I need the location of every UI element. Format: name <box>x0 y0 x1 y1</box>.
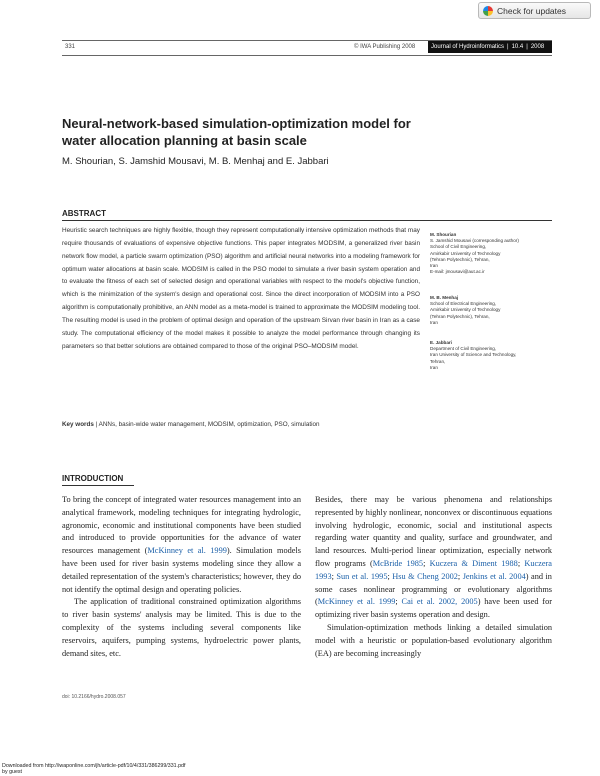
text-run: ) have been used for optimizing river basin systems operation and design. <box>315 597 552 620</box>
check-for-updates-label: Check for updates <box>497 5 566 16</box>
affiliation-line: School of Civil Engineering, <box>430 244 487 250</box>
affiliation-line: Iran <box>430 364 438 370</box>
affiliation-line: School of Electrical Engineering, <box>430 301 497 307</box>
citation-link[interactable]: McKinney et al. 1999 <box>317 597 396 607</box>
affiliation-line: (Tehran Polytechnic), Tehran, <box>430 256 490 262</box>
text-run: ). Simulation models have been used for river basin systems modeling since they allow a detailed representation of the system's characteristics; however, they do not identify the optimal design and operating policies. <box>62 546 301 594</box>
text-run: ; <box>395 597 402 607</box>
check-for-updates-button[interactable] <box>478 2 591 19</box>
intro-paragraph <box>62 494 301 596</box>
intro-paragraph: Simulation-optimization methods linking a detailed simulation model with a heuristic or population-based evolutionary algorithm (EA) are becoming increasingly <box>315 622 552 658</box>
citation-link[interactable]: McKinney et al. 1999 <box>147 546 227 556</box>
citation-link[interactable]: Kuczera & Diment 1988 <box>429 558 518 568</box>
citation-link[interactable]: Sun et al. 1995 <box>336 571 388 581</box>
affiliation-name: M. Shourian <box>430 232 457 237</box>
keywords: Key words | ANNs, basin-wide water management, MODSIM, optimization, PSO, simulation <box>62 421 320 428</box>
affiliation-line: Amirkabir University of Technology <box>430 250 501 256</box>
text-run: ; <box>423 558 430 568</box>
introduction-heading: INTRODUCTION <box>62 474 124 483</box>
download-source: Downloaded from http://iwaponline.com/jh/article-pdf/10/4/331/386299/331.pdf <box>2 763 186 769</box>
keywords-list: ANNs, basin-wide water management, MODSIM, optimization, PSO, simulation <box>98 421 320 428</box>
citation-link[interactable]: Hsu & Cheng 2002 <box>392 571 458 581</box>
text-run: ; <box>387 571 393 581</box>
abstract-rule <box>62 220 552 221</box>
introduction-rule <box>62 485 134 486</box>
article-title: Neural-network-based simulation-optimization model for water allocation planning at basin scale <box>62 116 411 148</box>
text-run: ) and in some cases nonlinear programming or evolutionary algorithms ( <box>315 571 552 607</box>
journal-name: Journal of Hydroinformatics <box>431 44 505 50</box>
affiliation-line: Department of Civil Engineering, <box>430 346 497 352</box>
abstract-text: Heuristic search techniques are highly flexible, though they represent computationally intensive optimization methods that may require thousands of evaluations of expensive objective functions. This paper integrates MODSIM, a generalized river basin network flow model, a particle swarm optimization (PSO) algorithm and artificial neural networks into a modeling framework for optimum water allocations at basin scale. MODSIM is called in the PSO model to simulate a river basin system operation and to evaluate the fitness of each set of selected design and operational variables with respect to the model's objective function, which is the minimization of the system's design and operational cost. Since the direct incorporation of MODSIM into a PSO algorithm is computationally prohibitive, an ANN model as a meta-model is trained to approximate the MODSIM modeling tool. The resulting model is used in the problem of optimal design and operation of the upstream Sirvan river basin in Iran as a case study. The computational efficiency of the model makes it possible to analyze the model performance through changing its parameters so that better solutions are obtained compared to those of the original PSO–MODSIM model. <box>62 227 420 350</box>
citation-link[interactable]: Cai et al. 2002, 2005 <box>401 597 478 607</box>
citation-link[interactable]: McBride 1985 <box>372 558 424 568</box>
affiliation-name: M. B. Menhaj <box>430 295 459 300</box>
header-rule-bottom <box>62 55 552 56</box>
affiliation-line: Iran <box>430 319 438 325</box>
intro-left-column <box>62 494 301 660</box>
affiliation-line: (Tehran Polytechnic), Tehran, <box>430 313 490 319</box>
citation-link[interactable]: Jenkins et al. 2004 <box>462 571 526 581</box>
page-number: 331 <box>65 44 76 50</box>
text-run: ; <box>331 571 337 581</box>
doi: doi: 10.2166/hydro.2008.057 <box>62 694 126 700</box>
abstract-heading: ABSTRACT <box>62 209 106 218</box>
journal-bar: Journal of Hydroinformatics | 10.4 | 2008 <box>428 41 552 53</box>
text-run: To bring the concept of integrated water resources management into an analytical framework, modeling techniques for integrating hydrologic, agronomic, economic and institutional components have been studied and introduced to provide opportunities for the advance of water resources management ( <box>62 495 301 556</box>
affiliation-3 <box>430 340 555 371</box>
affiliation-line: Iran <box>430 263 438 269</box>
download-user: by guest <box>2 769 23 775</box>
text-run: ; <box>457 571 463 581</box>
affiliation-line: Iran University of Science and Technology, <box>430 352 517 358</box>
affiliation-line: Tehran, <box>430 358 446 364</box>
publisher-credit: © IWA Publishing 2008 <box>354 44 416 50</box>
affiliation-line: Amirkabir University of Technology <box>430 307 501 313</box>
download-footer <box>2 763 185 775</box>
text-run: ; <box>517 558 525 568</box>
intro-right-column <box>315 494 552 660</box>
affiliation-line: S. Jamshid Mousavi (corresponding author) <box>430 238 519 244</box>
text-run: Besides, there may be various phenomena and relationships represented by highly nonlinear, nonconvex or discontinuous equations involving hydrologic, economic, social and institutional aspects regarding water quantity and quality, surface and groundwater, and land resources. Multi-period linear optimization, especially network flow programs ( <box>315 495 552 568</box>
check-updates-icon <box>483 6 493 16</box>
intro-paragraph: The application of traditional constrained optimization algorithms to river basin systems' analysis may be limited. This is due to the complexity of the systems including several components like reservoirs, aquifers, pumping systems, hydroelectric power plants, demand sites, etc. <box>62 597 301 658</box>
citation-link[interactable]: Kuczera 1993 <box>315 558 552 581</box>
keywords-label: Key words <box>62 421 94 428</box>
article-authors: M. Shourian, S. Jamshid Mousavi, M. B. Menhaj and E. Jabbari <box>62 156 329 167</box>
intro-paragraph <box>315 494 552 622</box>
journal-year: 2008 <box>530 44 545 50</box>
journal-volume: 10.4 <box>511 44 524 50</box>
affiliation-1 <box>430 232 555 275</box>
affiliation-email: E-mail: jmousavi@aut.ac.ir <box>430 269 485 275</box>
affiliation-name: E. Jabbari <box>430 340 452 345</box>
affiliation-2 <box>430 295 555 326</box>
